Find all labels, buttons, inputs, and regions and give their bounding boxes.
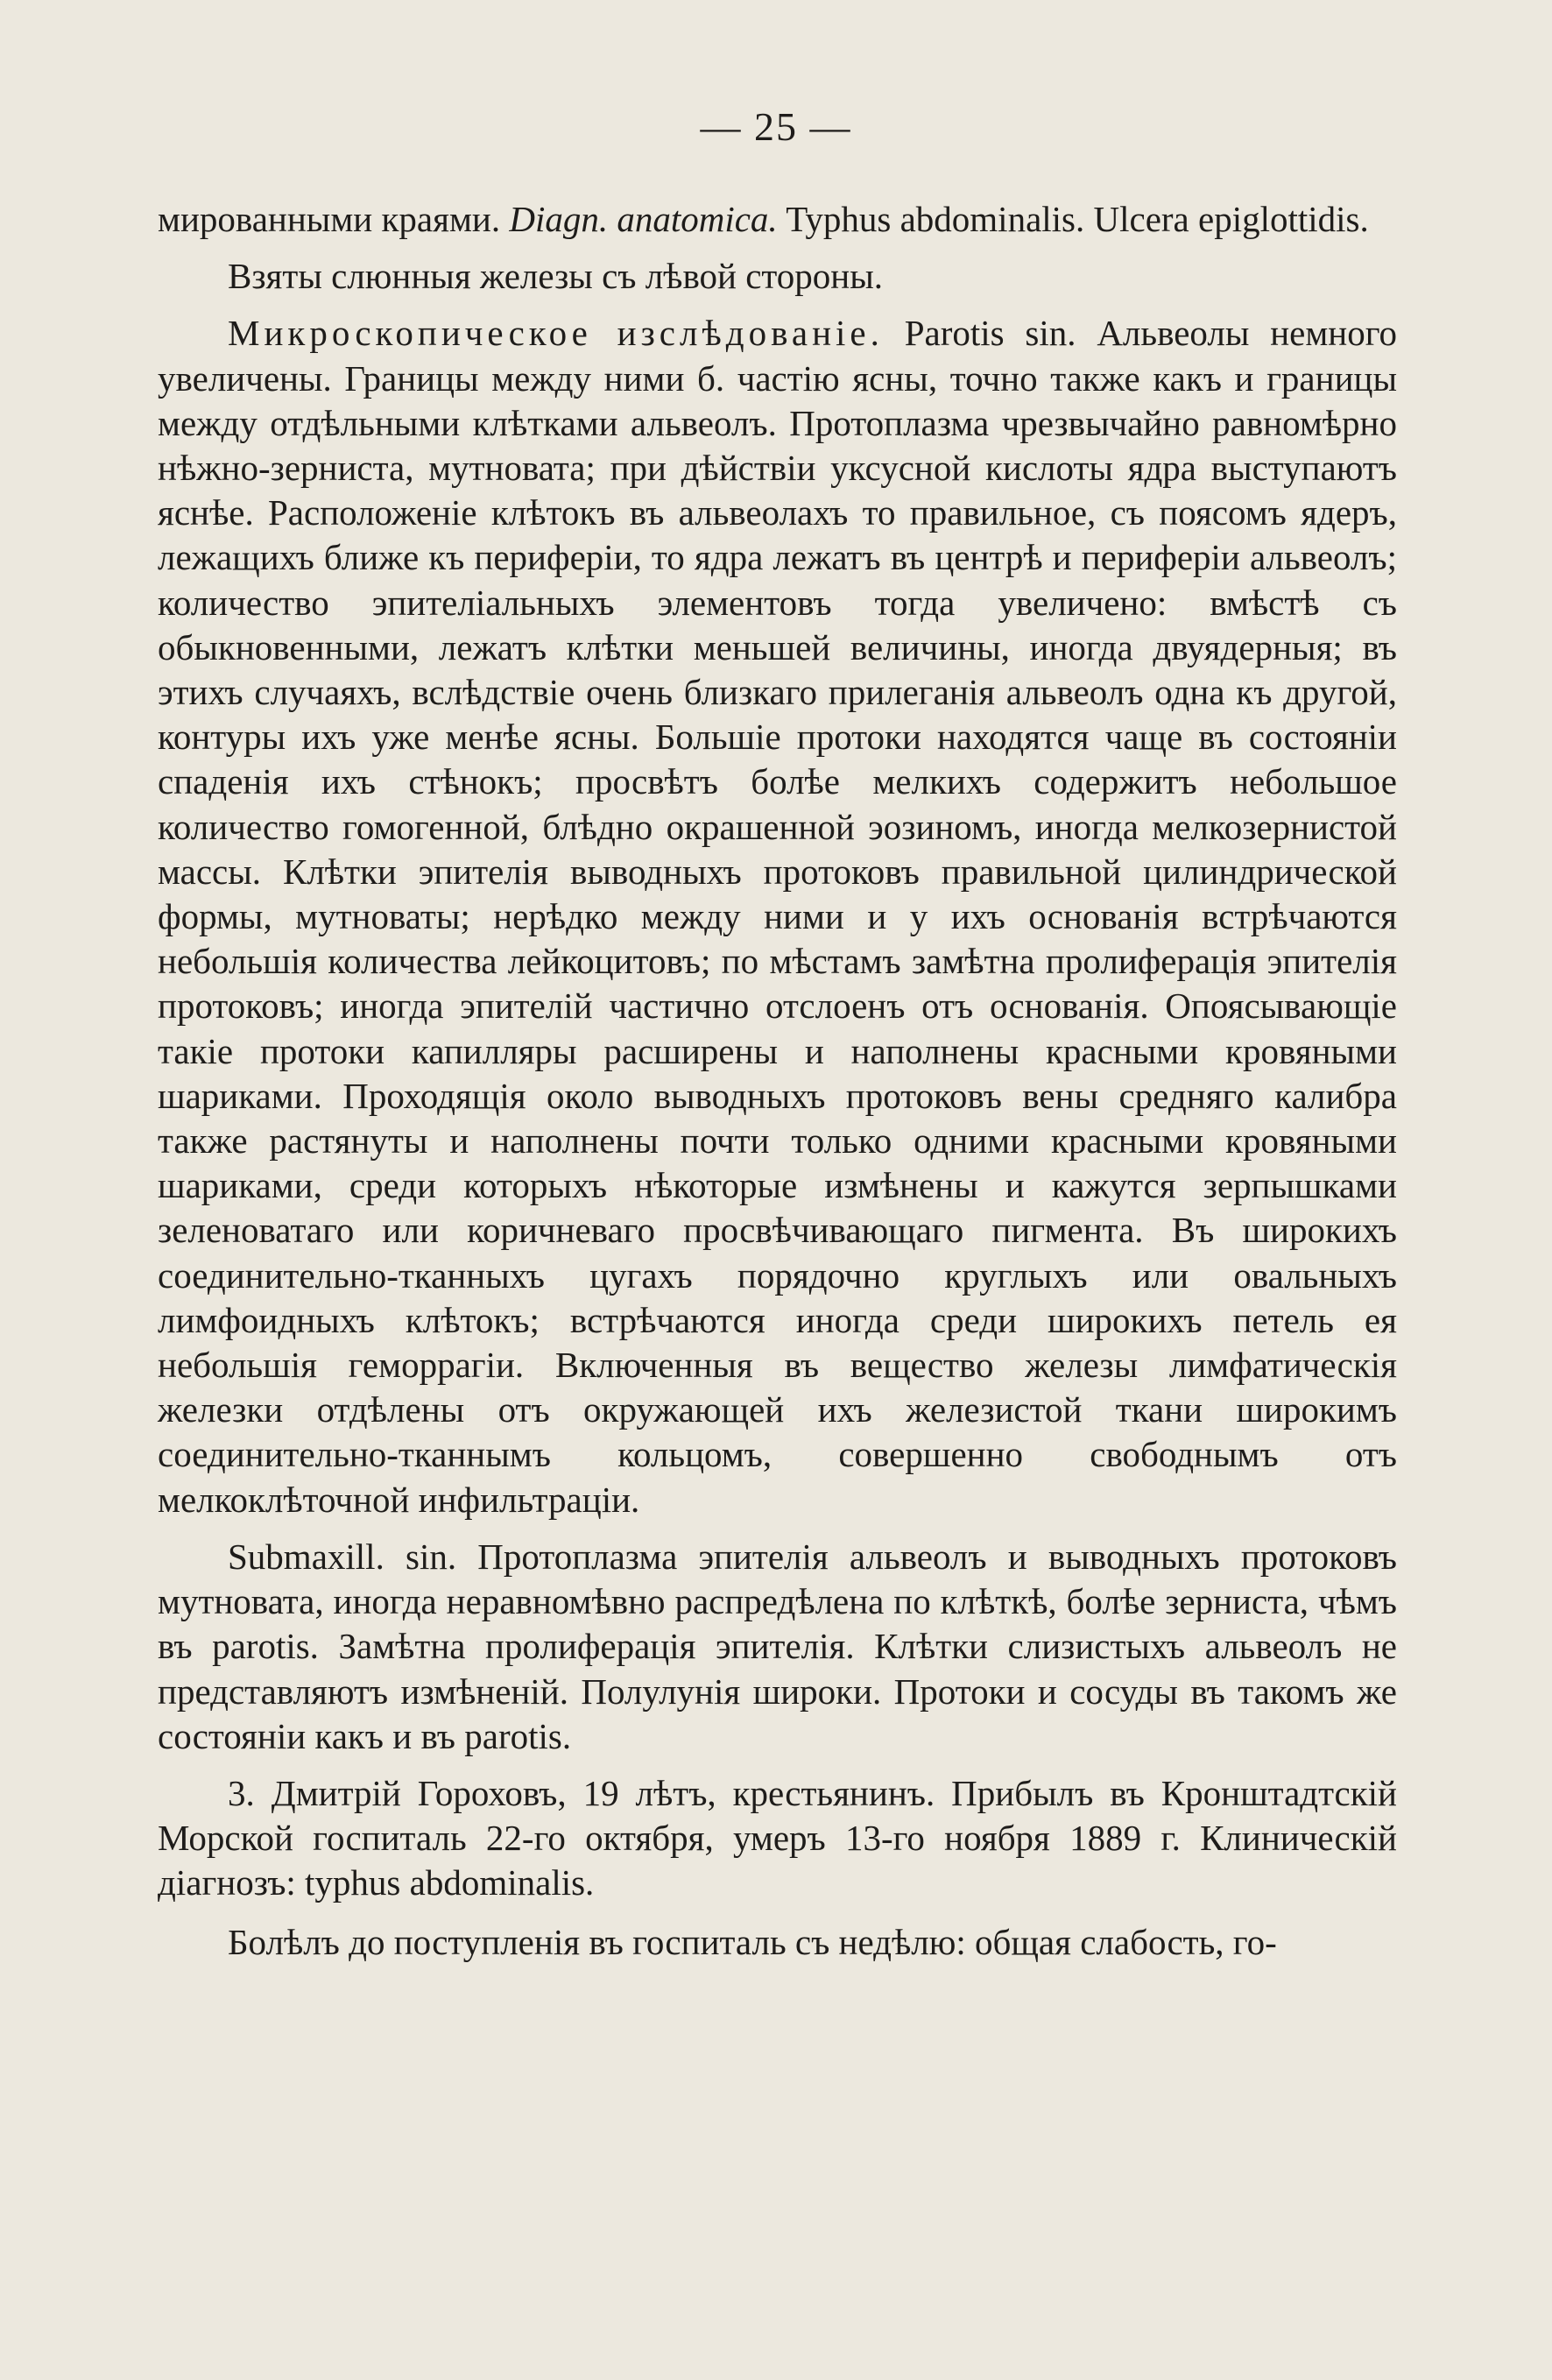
- paragraph-history: Болѣлъ до поступленія въ госпиталь съ недѣлю: общая слабость, го-: [228, 1921, 1277, 1962]
- paragraph-continuation: [158, 197, 1397, 242]
- diagnosis-label: Diagn. anatomica.: [509, 199, 778, 239]
- paragraph-microscopic-exam: [158, 311, 1397, 1522]
- page-number: — 25 —: [700, 104, 852, 149]
- body-text: [158, 197, 1397, 1965]
- microscopic-exam-text: Parotis sin. Альвеолы немного увеличены. Границы между ними б. частію ясны, точно также какъ и границы между отдѣльными клѣтками альвеолъ. Протоплазма чрезвычайно равномѣрно нѣжно-зерниста, мутновата; при дѣйствіи уксусной кислоты ядра выступаютъ яснѣе. Расположеніе клѣтокъ въ альвеолахъ то правильное, съ поясомъ ядеръ, лежащихъ ближе къ периферіи, то ядра лежатъ въ центрѣ и периферіи альвеолъ; количество эпителіальныхъ элементовъ тогда увеличено: вмѣстѣ съ обыкновенными, лежатъ клѣтки меньшей величины, иногда двуядерныя; въ этихъ случаяхъ, вслѣдствіе очень близкаго прилеганія альвеолъ одна къ другой, контуры ихъ уже менѣе ясны. Большіе протоки находятся чаще въ состояніи спаденія ихъ стѣнокъ; просвѣтъ болѣе мелкихъ содержитъ небольшое количество гомогенной, блѣдно окрашенной эозиномъ, иногда мелкозернистой массы. Клѣтки эпителія выводныхъ протоковъ правильной цилиндрической формы, мутноваты; нерѣдко между ними и у ихъ основанія встрѣчаются небольшія количества лейкоцитовъ; по мѣстамъ замѣтна пролиферація эпителія протоковъ; иногда эпителій частично отслоенъ отъ основанія. Опоясывающіе такіе протоки капилляры расширены и наполнены красными кровяными шариками. Проходящія около выводныхъ протоковъ вены средняго калибра также растянуты и наполнены почти только одними красными кровяными шариками, среди которыхъ нѣкоторые измѣнены и кажутся зерпышками зеленоватаго или коричневаго просвѣчивающаго пигмента. Въ широкихъ соединительно-тканныхъ цугахъ порядочно круглыхъ или овальныхъ лимфоидныхъ клѣтокъ; встрѣчаются иногда среди широкихъ петель ея небольшія геморрагіи. Включенныя въ вещество железы лимфатическія железки отдѣлены отъ окружающей ихъ железистой ткани широкимъ соединительно-тканнымъ кольцомъ, совершенно свободнымъ отъ мелкоклѣточной инфильтраціи.: [158, 313, 1398, 1520]
- diagnosis-text: Typhus abdominalis. Ulcera epiglottidis.: [777, 199, 1369, 239]
- paragraph-glands-taken: Взяты слюнныя железы съ лѣвой стороны.: [228, 256, 884, 297]
- section-heading: Микроскопическое изслѣдованіе.: [228, 313, 884, 354]
- continuation-text: мированными краями.: [158, 199, 510, 239]
- paragraph-case-3: 3. Дмитрій Гороховъ, 19 лѣтъ, крестьянинъ. Прибылъ въ Кронштадтскій Морской госпиталь 22-го октября, умеръ 13-го ноября 1889 г. Клиническій діагнозъ: typhus abdominalis.: [158, 1772, 1397, 1903]
- paragraph-submaxillary: Submaxill. sin. Протоплазма эпителія альвеолъ и выводныхъ протоковъ мутновата, иногда неравномѣвно распредѣлена по клѣткѣ, болѣе зерниста, чѣмъ въ parotis. Замѣтна пролиферація эпителія. Клѣтки слизистыхъ альвеолъ не представляютъ измѣненій. Полулунія широки. Протоки и сосуды въ такомъ же состояніи какъ и въ parotis.: [158, 1536, 1397, 1756]
